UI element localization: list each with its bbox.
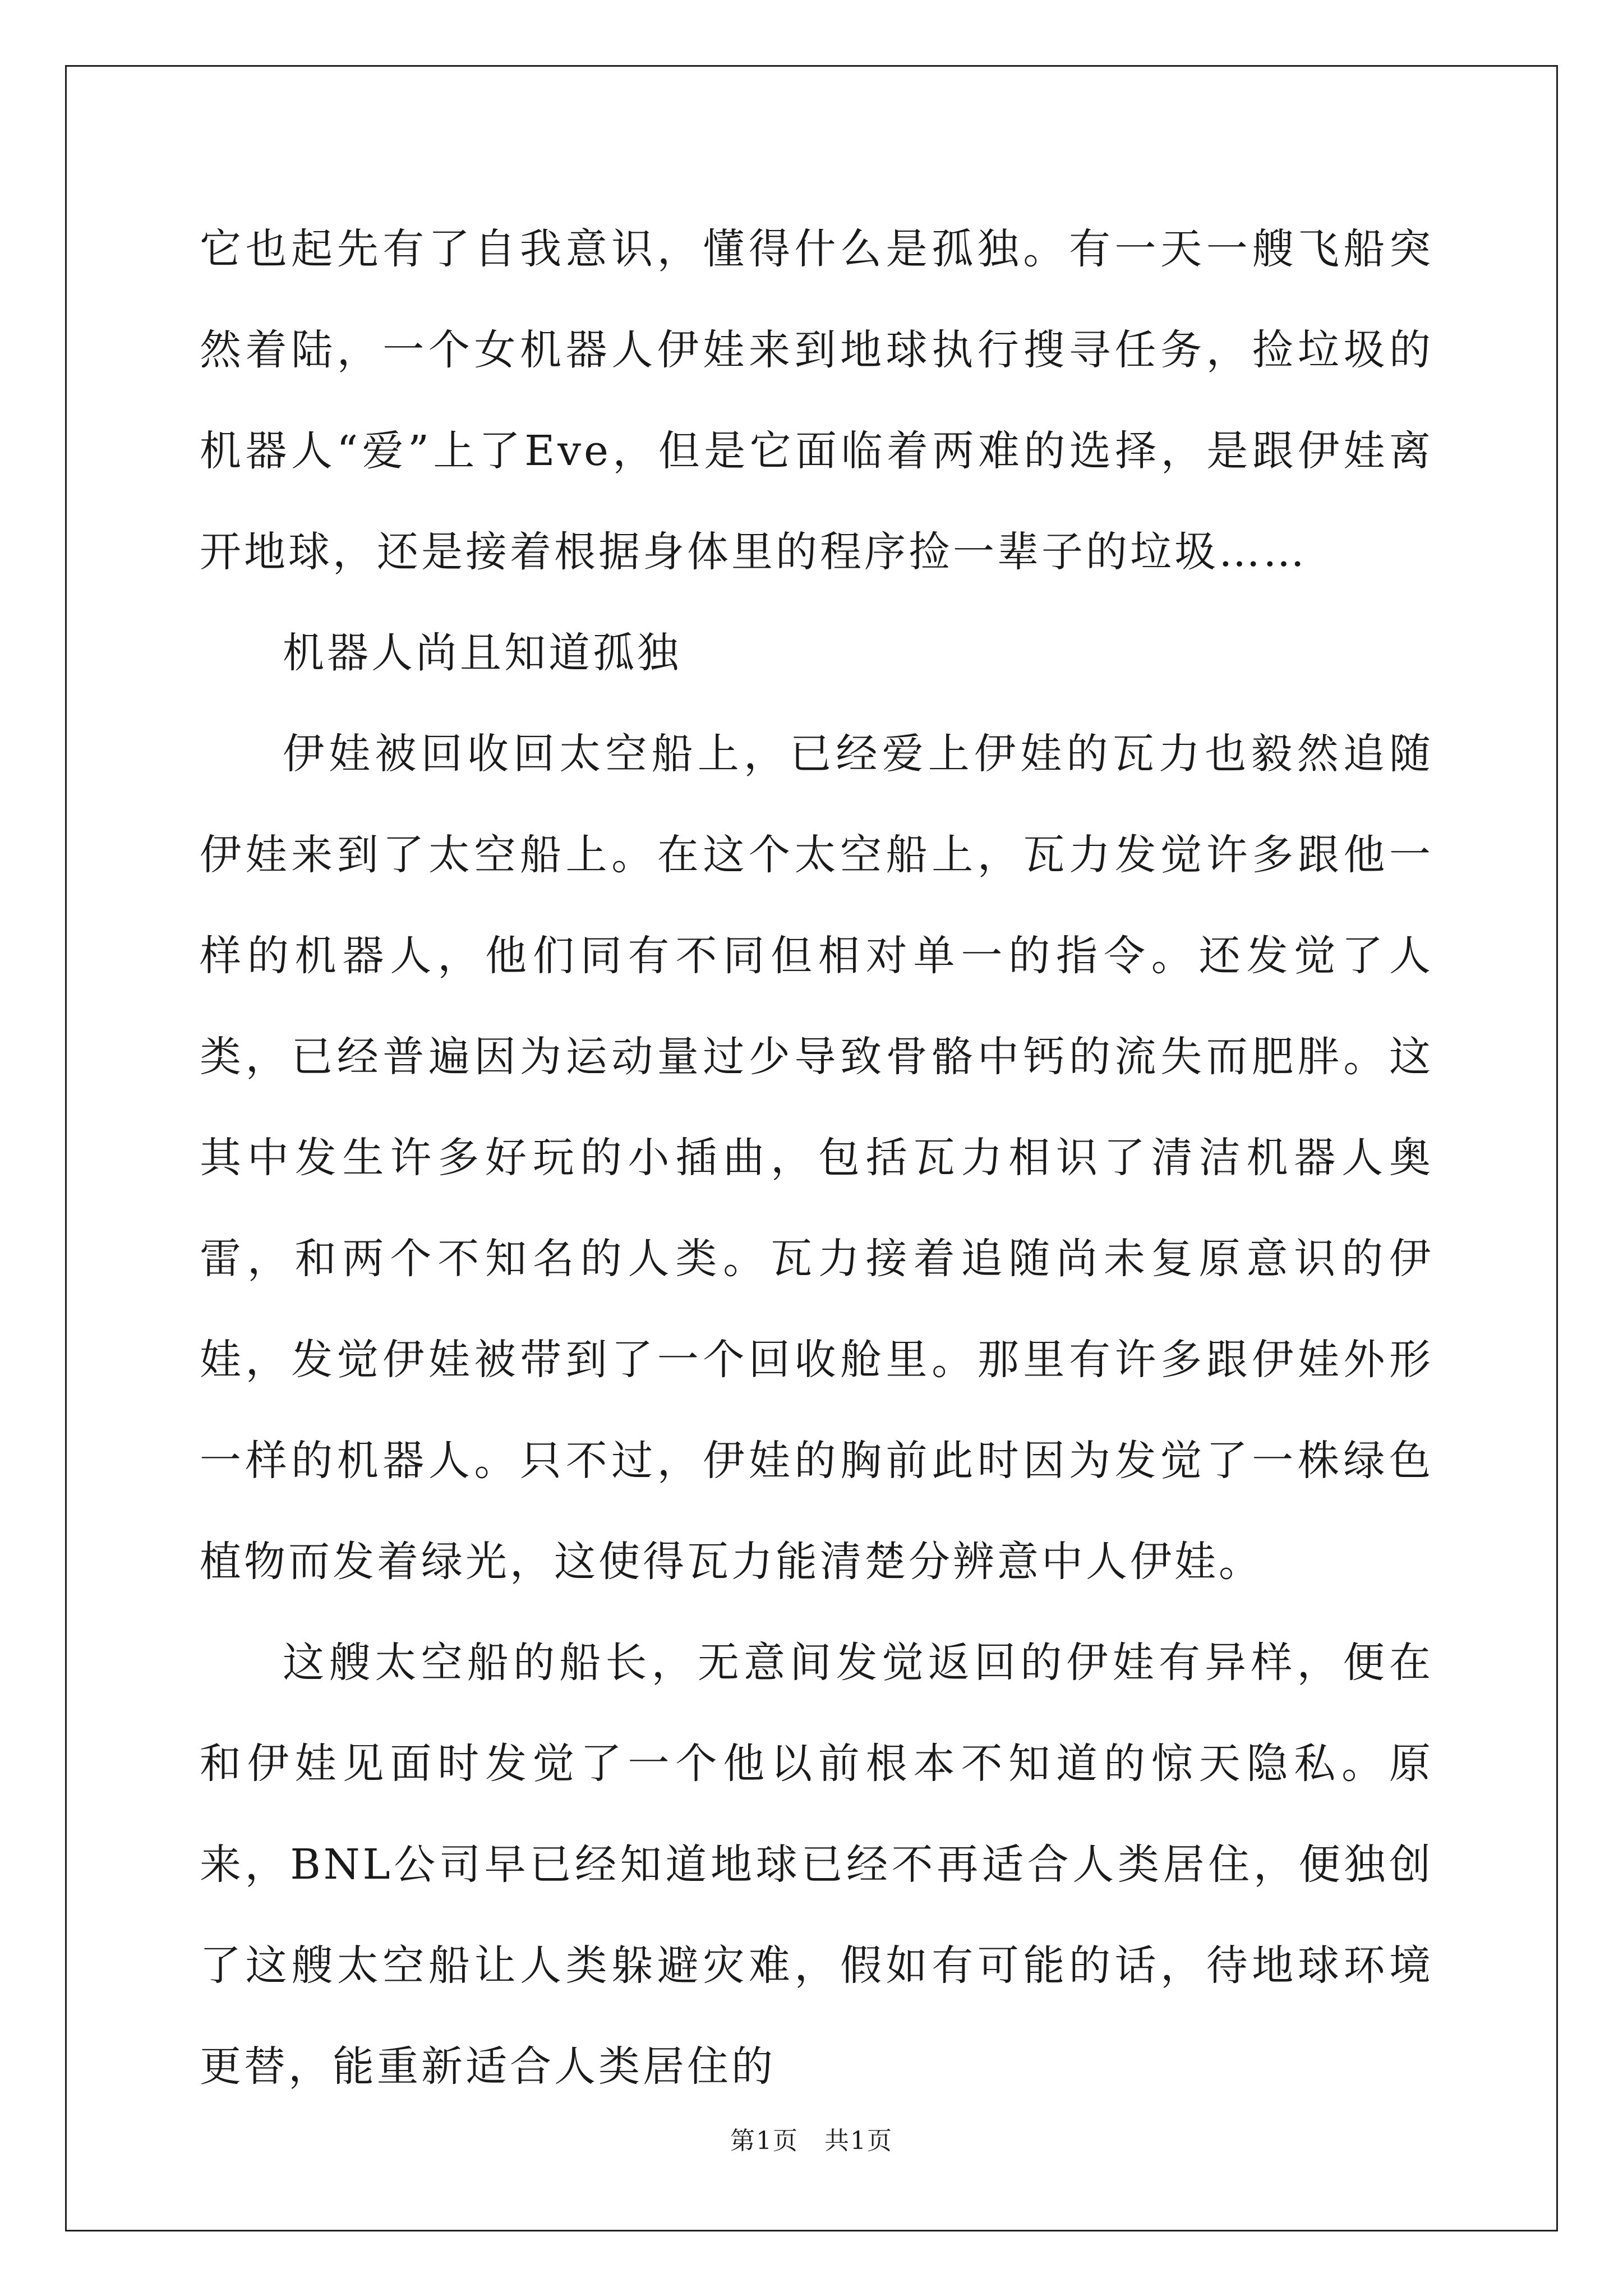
paragraph-heading: 机器人尚且知道孤独: [283, 629, 681, 677]
page-number-footer: 第1页 共1页: [730, 2127, 893, 2155]
paragraph-1: 它也起先有了自我意识，懂得什么是孤独。有一天一艘飞船突然着陆，一个女机器人伊娃来到地球执行搜寻任务，捡垃圾的机器人“爱”上了Eve，但是它面临着两难的选择，是跟伊娃离开地球，还是接着根据身体里的程序捡一辈子的垃圾……: [200, 225, 1433, 576]
paragraph-3: 伊娃被回收回太空船上，已经爱上伊娃的瓦力也毅然追随伊娃来到了太空船上。在这个太空船上，瓦力发觉许多跟他一样的机器人，他们同有不同但相对单一的指令。还发觉了人类，已经普遍因为运动量过少导致骨骼中钙的流失而肥胖。这其中发生许多好玩的小插曲，包括瓦力相识了清洁机器人奥雷，和两个不知名的人类。瓦力接着追随尚未复原意识的伊娃，发觉伊娃被带到了一个回收舱里。那里有许多跟伊娃外形一样的机器人。只不过，伊娃的胸前此时因为发觉了一株绿色植物而发着绿光，这使得瓦力能清楚分辨意中人伊娃。: [200, 730, 1433, 1586]
document-body: [200, 199, 1433, 2117]
paragraph-4: 这艘太空船的船长，无意间发觉返回的伊娃有异样，便在和伊娃见面时发觉了一个他以前根本不知道的惊天隐私。原来，BNL公司早已经知道地球已经不再适合人类居住，便独创了这艘太空船让人类躲避灾难，假如有可能的话，待地球环境更替，能重新适合人类居住的: [200, 1639, 1433, 2091]
